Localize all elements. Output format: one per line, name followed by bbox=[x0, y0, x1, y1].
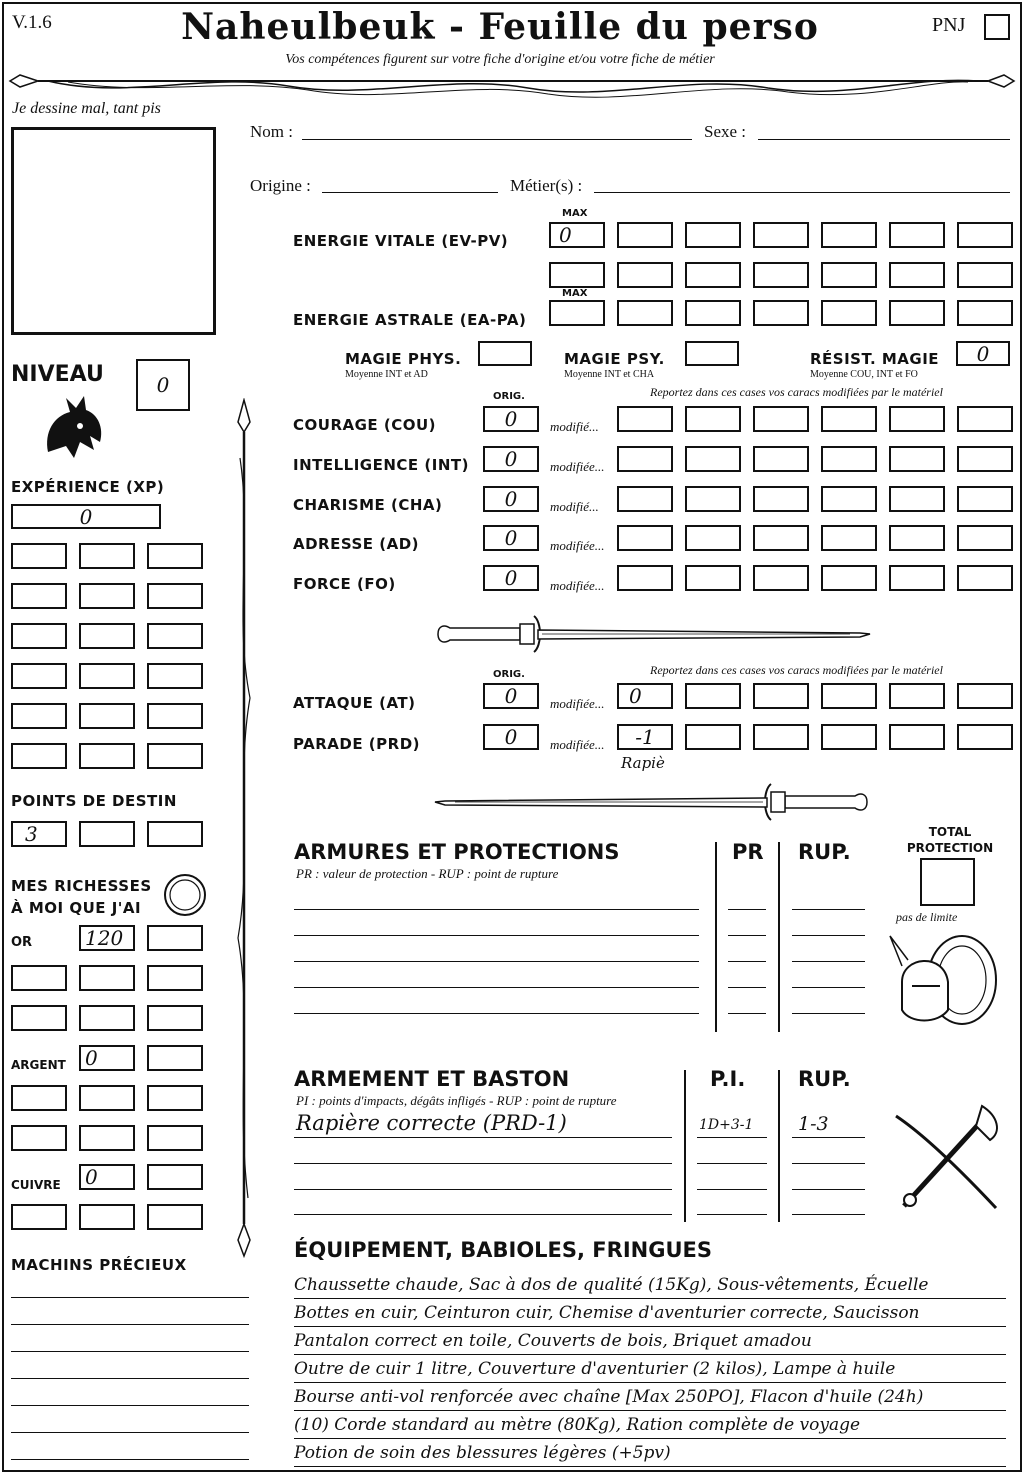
experience-total-box[interactable]: 0 bbox=[11, 504, 161, 529]
ev-max-box[interactable]: 0 bbox=[549, 222, 605, 248]
carac-orig-box[interactable]: 0 bbox=[483, 486, 539, 512]
weapon-line[interactable] bbox=[294, 1214, 672, 1215]
machins-line[interactable] bbox=[11, 1378, 249, 1379]
attaque-mod-label: modifiée... bbox=[550, 696, 605, 711]
resist-magie-sub: Moyenne COU, INT et FO bbox=[810, 369, 918, 380]
equipement-line[interactable]: Pantalon correct en toile, Couverts de bois, Briquet amadou bbox=[294, 1328, 1006, 1355]
total-protection-box[interactable] bbox=[920, 858, 975, 906]
carac-mod-box-5[interactable] bbox=[889, 446, 945, 472]
ev-box-4[interactable] bbox=[821, 222, 877, 248]
niveau-label: NIVEAU bbox=[11, 362, 104, 387]
weapon-line[interactable] bbox=[294, 1137, 672, 1138]
armure-line[interactable] bbox=[294, 935, 699, 936]
armure-pr-line[interactable] bbox=[728, 961, 766, 962]
armure-rup-line[interactable] bbox=[792, 909, 865, 910]
portrait-caption: Je dessine mal, tant pis bbox=[12, 100, 161, 117]
parade-mod-box-4[interactable] bbox=[821, 724, 877, 750]
carac-mod-label: modifiée... bbox=[550, 538, 605, 553]
ea-label: ENERGIE ASTRALE (EA-PA) bbox=[293, 311, 527, 329]
ea-box-1[interactable] bbox=[617, 300, 673, 326]
carac-mod-box-5[interactable] bbox=[889, 486, 945, 512]
carac-mod-box-1[interactable] bbox=[617, 486, 673, 512]
carac-mod-box-6[interactable] bbox=[957, 565, 1013, 591]
carac-mod-box-2[interactable] bbox=[685, 565, 741, 591]
destin-box-1[interactable]: 3 bbox=[11, 821, 67, 847]
origine-label: Origine : bbox=[250, 176, 311, 195]
richesses-label-1: MES RICHESSES bbox=[11, 877, 152, 895]
armure-line[interactable] bbox=[294, 987, 699, 988]
ev-extra-box-4[interactable] bbox=[753, 262, 809, 288]
metier-label: Métier(s) : bbox=[510, 176, 583, 195]
xp-box-8[interactable] bbox=[79, 623, 135, 649]
weapon-rup-line[interactable] bbox=[792, 1163, 865, 1164]
ev-extra-box-3[interactable] bbox=[685, 262, 741, 288]
portrait-frame[interactable] bbox=[11, 127, 216, 335]
machins-line[interactable] bbox=[11, 1324, 249, 1325]
attaque-orig-box[interactable]: 0 bbox=[483, 683, 539, 709]
argent-extra-box[interactable] bbox=[147, 1125, 203, 1151]
equipement-title: ÉQUIPEMENT, BABIOLES, FRINGUES bbox=[294, 1238, 712, 1262]
xp-box-6[interactable] bbox=[147, 583, 203, 609]
equipement-line[interactable]: Potion de soin des blessures légères (+5pv) bbox=[294, 1440, 1006, 1467]
destin-box-3[interactable] bbox=[147, 821, 203, 847]
xp-box-1[interactable] bbox=[11, 543, 67, 569]
attaque-mod-box[interactable]: 0 bbox=[617, 683, 673, 709]
equipement-line[interactable]: Bourse anti-vol renforcée avec chaîne [Max 250PO], Flacon d'huile (24h) bbox=[294, 1384, 1006, 1411]
armure-line[interactable] bbox=[294, 909, 699, 910]
or-extra-box[interactable] bbox=[11, 1005, 67, 1031]
xp-box-9[interactable] bbox=[147, 623, 203, 649]
cuivre-extra-box[interactable] bbox=[79, 1204, 135, 1230]
carac-mod-box-3[interactable] bbox=[753, 525, 809, 551]
armement-subtitle: PI : points d'impacts, dégâts infligés - RUP : point de rupture bbox=[296, 1093, 617, 1108]
ev-box-3[interactable] bbox=[753, 222, 809, 248]
machins-line[interactable] bbox=[11, 1459, 249, 1460]
weapon-pi-line[interactable] bbox=[697, 1189, 767, 1190]
argent-box[interactable]: 0 bbox=[79, 1045, 135, 1071]
ev-extra-box-6[interactable] bbox=[889, 262, 945, 288]
attaque-mod-box-5[interactable] bbox=[889, 683, 945, 709]
armure-rup-line[interactable] bbox=[792, 987, 865, 988]
argent-box-2[interactable] bbox=[147, 1045, 203, 1071]
weapon-rup-line[interactable] bbox=[792, 1137, 865, 1138]
weapon-rup: 1-3 bbox=[798, 1113, 829, 1135]
combat-report-note: Reportez dans ces cases vos caracs modifiées par le matériel bbox=[650, 663, 943, 677]
ea-box-2[interactable] bbox=[685, 300, 741, 326]
destin-box-2[interactable] bbox=[79, 821, 135, 847]
or-box[interactable]: 120 bbox=[79, 925, 135, 951]
carac-label: INTELLIGENCE (INT) bbox=[293, 456, 469, 474]
armement-col-rup: RUP. bbox=[798, 1067, 851, 1091]
caracs-report-note: Reportez dans ces cases vos caracs modifiées par le matériel bbox=[650, 385, 943, 399]
destin-label: POINTS DE DESTIN bbox=[11, 792, 177, 810]
xp-box-5[interactable] bbox=[79, 583, 135, 609]
magie-psy-label: MAGIE PSY. bbox=[564, 350, 665, 368]
attaque-label: ATTAQUE (AT) bbox=[293, 694, 416, 712]
ea-box-6[interactable] bbox=[957, 300, 1013, 326]
armure-pr-line[interactable] bbox=[728, 987, 766, 988]
sword-ornament-bottom bbox=[430, 780, 875, 824]
xp-box-4[interactable] bbox=[11, 583, 67, 609]
carac-mod-label: modifié... bbox=[550, 419, 599, 434]
total-protection-note: pas de limite bbox=[896, 910, 958, 924]
weapon-rup-line[interactable] bbox=[792, 1214, 865, 1215]
cuivre-extra-box[interactable] bbox=[147, 1204, 203, 1230]
parade-mod-label: modifiée... bbox=[550, 737, 605, 752]
argent-extra-box[interactable] bbox=[11, 1125, 67, 1151]
total-protection-label-1: TOTAL bbox=[928, 825, 972, 839]
armure-rup-line[interactable] bbox=[792, 1013, 865, 1014]
carac-mod-box-6[interactable] bbox=[957, 525, 1013, 551]
or-extra-box[interactable] bbox=[147, 965, 203, 991]
resist-magie-box[interactable]: 0 bbox=[956, 341, 1010, 366]
equipement-line[interactable]: Chaussette chaude, Sac à dos de qualité (15Kg), Sous-vêtements, Écuelle bbox=[294, 1272, 1006, 1299]
carac-mod-box-2[interactable] bbox=[685, 446, 741, 472]
armures-col-pr: PR bbox=[732, 840, 764, 864]
xp-box-10[interactable] bbox=[11, 663, 67, 689]
parade-label: PARADE (PRD) bbox=[293, 735, 421, 753]
armure-line[interactable] bbox=[294, 1013, 699, 1014]
xp-box-18[interactable] bbox=[147, 743, 203, 769]
equipement-line[interactable]: (10) Corde standard au mètre (80Kg), Ration complète de voyage bbox=[294, 1412, 1006, 1439]
weapon-name: Rapière correcte (PRD-1) bbox=[296, 1111, 567, 1135]
carac-mod-label: modifié... bbox=[550, 499, 599, 514]
or-box-2[interactable] bbox=[147, 925, 203, 951]
parade-mod-box-2[interactable] bbox=[685, 724, 741, 750]
ev-extra-box-1[interactable] bbox=[549, 262, 605, 288]
weapons-icon bbox=[886, 1096, 1006, 1216]
cuivre-extra-box[interactable] bbox=[11, 1204, 67, 1230]
cuivre-box[interactable]: 0 bbox=[79, 1164, 135, 1190]
carac-mod-box-4[interactable] bbox=[821, 406, 877, 432]
armement-title: ARMEMENT ET BASTON bbox=[294, 1067, 570, 1091]
sheet-title: Naheulbeuk - Feuille du perso bbox=[181, 6, 819, 48]
niveau-box[interactable]: 0 bbox=[136, 359, 190, 411]
ea-max-box[interactable] bbox=[549, 300, 605, 326]
ev-box-6[interactable] bbox=[957, 222, 1013, 248]
carac-mod-box-5[interactable] bbox=[889, 406, 945, 432]
xp-box-13[interactable] bbox=[11, 703, 67, 729]
weapon-rup-line[interactable] bbox=[792, 1189, 865, 1190]
pnj-checkbox[interactable] bbox=[984, 14, 1010, 40]
xp-box-3[interactable] bbox=[147, 543, 203, 569]
carac-mod-box-4[interactable] bbox=[821, 525, 877, 551]
or-extra-box[interactable] bbox=[11, 965, 67, 991]
equipement-line[interactable]: Outre de cuir 1 litre, Couverture d'aventurier (2 kilos), Lampe à huile bbox=[294, 1356, 1006, 1383]
carac-mod-box-3[interactable] bbox=[753, 565, 809, 591]
argent-extra-box[interactable] bbox=[79, 1085, 135, 1111]
cuivre-box-2[interactable] bbox=[147, 1164, 203, 1190]
carac-mod-box-3[interactable] bbox=[753, 486, 809, 512]
carac-mod-box-5[interactable] bbox=[889, 565, 945, 591]
carac-orig-box[interactable]: 0 bbox=[483, 406, 539, 432]
xp-box-16[interactable] bbox=[11, 743, 67, 769]
attaque-mod-box-6[interactable] bbox=[957, 683, 1013, 709]
carac-label: ADRESSE (AD) bbox=[293, 535, 420, 553]
ea-max-label: MAX bbox=[562, 288, 588, 299]
ev-box-5[interactable] bbox=[889, 222, 945, 248]
ev-extra-box-2[interactable] bbox=[617, 262, 673, 288]
parade-mod-box-5[interactable] bbox=[889, 724, 945, 750]
carac-mod-box-4[interactable] bbox=[821, 446, 877, 472]
magie-phys-sub: Moyenne INT et AD bbox=[345, 369, 428, 380]
ev-extra-box-5[interactable] bbox=[821, 262, 877, 288]
sheet-subtitle: Vos compétences figurent sur votre fiche d'origine et/ou votre fiche de métier bbox=[285, 52, 715, 67]
machins-line[interactable] bbox=[11, 1405, 249, 1406]
xp-box-15[interactable] bbox=[147, 703, 203, 729]
machins-label: MACHINS PRÉCIEUX bbox=[11, 1256, 187, 1274]
ev-box-1[interactable] bbox=[617, 222, 673, 248]
origine-field[interactable] bbox=[322, 192, 498, 193]
armures-col-divider-2 bbox=[778, 842, 780, 1032]
magie-phys-box[interactable] bbox=[478, 341, 532, 366]
version-label: V.1.6 bbox=[12, 12, 52, 33]
spear-divider bbox=[228, 398, 260, 1258]
armures-subtitle: PR : valeur de protection - RUP : point de rupture bbox=[296, 866, 559, 881]
carac-mod-box-2[interactable] bbox=[685, 406, 741, 432]
pnj-label: PNJ bbox=[932, 14, 966, 36]
xp-box-11[interactable] bbox=[79, 663, 135, 689]
armure-pr-line[interactable] bbox=[728, 1013, 766, 1014]
xp-box-2[interactable] bbox=[79, 543, 135, 569]
parade-orig-box[interactable]: 0 bbox=[483, 724, 539, 750]
weapon-pi: 1D+3-1 bbox=[699, 1117, 754, 1133]
armure-line[interactable] bbox=[294, 961, 699, 962]
carac-mod-box-5[interactable] bbox=[889, 525, 945, 551]
carac-mod-box-3[interactable] bbox=[753, 446, 809, 472]
richesses-label-2: À MOI QUE J'AI bbox=[11, 899, 142, 917]
combat-orig-label: ORIG. bbox=[493, 669, 525, 680]
armure-pr-line[interactable] bbox=[728, 909, 766, 910]
xp-box-7[interactable] bbox=[11, 623, 67, 649]
metier-field[interactable] bbox=[594, 192, 1010, 193]
machins-line[interactable] bbox=[11, 1432, 249, 1433]
attaque-mod-box-4[interactable] bbox=[821, 683, 877, 709]
carac-mod-box-1[interactable] bbox=[617, 406, 673, 432]
carac-mod-box-1[interactable] bbox=[617, 525, 673, 551]
carac-mod-box-1[interactable] bbox=[617, 565, 673, 591]
carac-orig-box[interactable]: 0 bbox=[483, 565, 539, 591]
carac-orig-box[interactable]: 0 bbox=[483, 446, 539, 472]
carac-orig-box[interactable]: 0 bbox=[483, 525, 539, 551]
armement-col-pi: P.I. bbox=[710, 1067, 746, 1091]
weapon-pi-line[interactable] bbox=[697, 1214, 767, 1215]
magie-phys-label: MAGIE PHYS. bbox=[345, 350, 462, 368]
ea-box-4[interactable] bbox=[821, 300, 877, 326]
cuivre-label: CUIVRE bbox=[11, 1178, 61, 1192]
xp-box-14[interactable] bbox=[79, 703, 135, 729]
armure-pr-line[interactable] bbox=[728, 935, 766, 936]
ea-box-5[interactable] bbox=[889, 300, 945, 326]
carac-mod-box-6[interactable] bbox=[957, 406, 1013, 432]
carac-label: CHARISME (CHA) bbox=[293, 496, 443, 514]
weapon-line[interactable] bbox=[294, 1189, 672, 1190]
carac-mod-label: modifiée... bbox=[550, 459, 605, 474]
carac-mod-box-3[interactable] bbox=[753, 406, 809, 432]
dragon-icon bbox=[40, 392, 106, 464]
ev-extra-box-7[interactable] bbox=[957, 262, 1013, 288]
nom-field[interactable] bbox=[302, 139, 692, 140]
caracs-orig-label: ORIG. bbox=[493, 391, 525, 402]
carac-mod-box-1[interactable] bbox=[617, 446, 673, 472]
weapon-pi-line[interactable] bbox=[697, 1137, 767, 1138]
xp-box-12[interactable] bbox=[147, 663, 203, 689]
parade-mod-box[interactable]: -1 bbox=[617, 724, 673, 750]
carac-mod-box-4[interactable] bbox=[821, 486, 877, 512]
or-extra-box[interactable] bbox=[79, 1005, 135, 1031]
armures-title: ARMURES ET PROTECTIONS bbox=[294, 840, 620, 864]
armement-col-divider-2 bbox=[778, 1070, 780, 1222]
carac-mod-box-2[interactable] bbox=[685, 525, 741, 551]
sexe-label: Sexe : bbox=[704, 122, 747, 141]
or-extra-box[interactable] bbox=[79, 965, 135, 991]
carac-mod-box-6[interactable] bbox=[957, 446, 1013, 472]
weapon-pi-line[interactable] bbox=[697, 1163, 767, 1164]
attaque-mod-box-3[interactable] bbox=[753, 683, 809, 709]
experience-label: EXPÉRIENCE (XP) bbox=[11, 478, 165, 496]
ea-box-3[interactable] bbox=[753, 300, 809, 326]
carac-mod-label: modifiée... bbox=[550, 578, 605, 593]
carac-label: COURAGE (COU) bbox=[293, 416, 437, 434]
machins-line[interactable] bbox=[11, 1351, 249, 1352]
carac-mod-box-4[interactable] bbox=[821, 565, 877, 591]
armure-rup-line[interactable] bbox=[792, 961, 865, 962]
argent-extra-box[interactable] bbox=[11, 1085, 67, 1111]
attaque-mod-box-2[interactable] bbox=[685, 683, 741, 709]
parade-mod-box-3[interactable] bbox=[753, 724, 809, 750]
sword-ornament-top bbox=[430, 612, 875, 656]
ev-max-label: MAX bbox=[562, 208, 588, 219]
weapon-line[interactable] bbox=[294, 1163, 672, 1164]
argent-extra-box[interactable] bbox=[79, 1125, 135, 1151]
helmet-shield-icon bbox=[888, 926, 1000, 1036]
equipement-line[interactable]: Bottes en cuir, Ceinturon cuir, Chemise d'aventurier correcte, Saucisson bbox=[294, 1300, 1006, 1327]
carac-mod-box-2[interactable] bbox=[685, 486, 741, 512]
resist-magie-label: RÉSIST. MAGIE bbox=[810, 350, 940, 368]
or-extra-box[interactable] bbox=[147, 1005, 203, 1031]
coin-icon bbox=[162, 872, 208, 918]
magie-psy-box[interactable] bbox=[685, 341, 739, 366]
armure-rup-line[interactable] bbox=[792, 935, 865, 936]
magie-psy-sub: Moyenne INT et CHA bbox=[564, 369, 655, 380]
parade-note: Rapiè bbox=[621, 754, 665, 772]
ev-label: ENERGIE VITALE (EV-PV) bbox=[293, 232, 509, 250]
argent-extra-box[interactable] bbox=[147, 1085, 203, 1111]
sexe-field[interactable] bbox=[758, 139, 1010, 140]
or-label: OR bbox=[11, 935, 33, 950]
armures-col-divider-1 bbox=[715, 842, 717, 1032]
ev-box-2[interactable] bbox=[685, 222, 741, 248]
xp-box-17[interactable] bbox=[79, 743, 135, 769]
machins-line[interactable] bbox=[11, 1297, 249, 1298]
argent-label: ARGENT bbox=[11, 1058, 66, 1072]
armement-col-divider-1 bbox=[684, 1070, 686, 1222]
nom-label: Nom : bbox=[250, 122, 293, 141]
armures-col-rup: RUP. bbox=[798, 840, 851, 864]
parade-mod-box-6[interactable] bbox=[957, 724, 1013, 750]
carac-label: FORCE (FO) bbox=[293, 575, 396, 593]
total-protection-label-2: PROTECTION bbox=[906, 841, 994, 855]
carac-mod-box-6[interactable] bbox=[957, 486, 1013, 512]
